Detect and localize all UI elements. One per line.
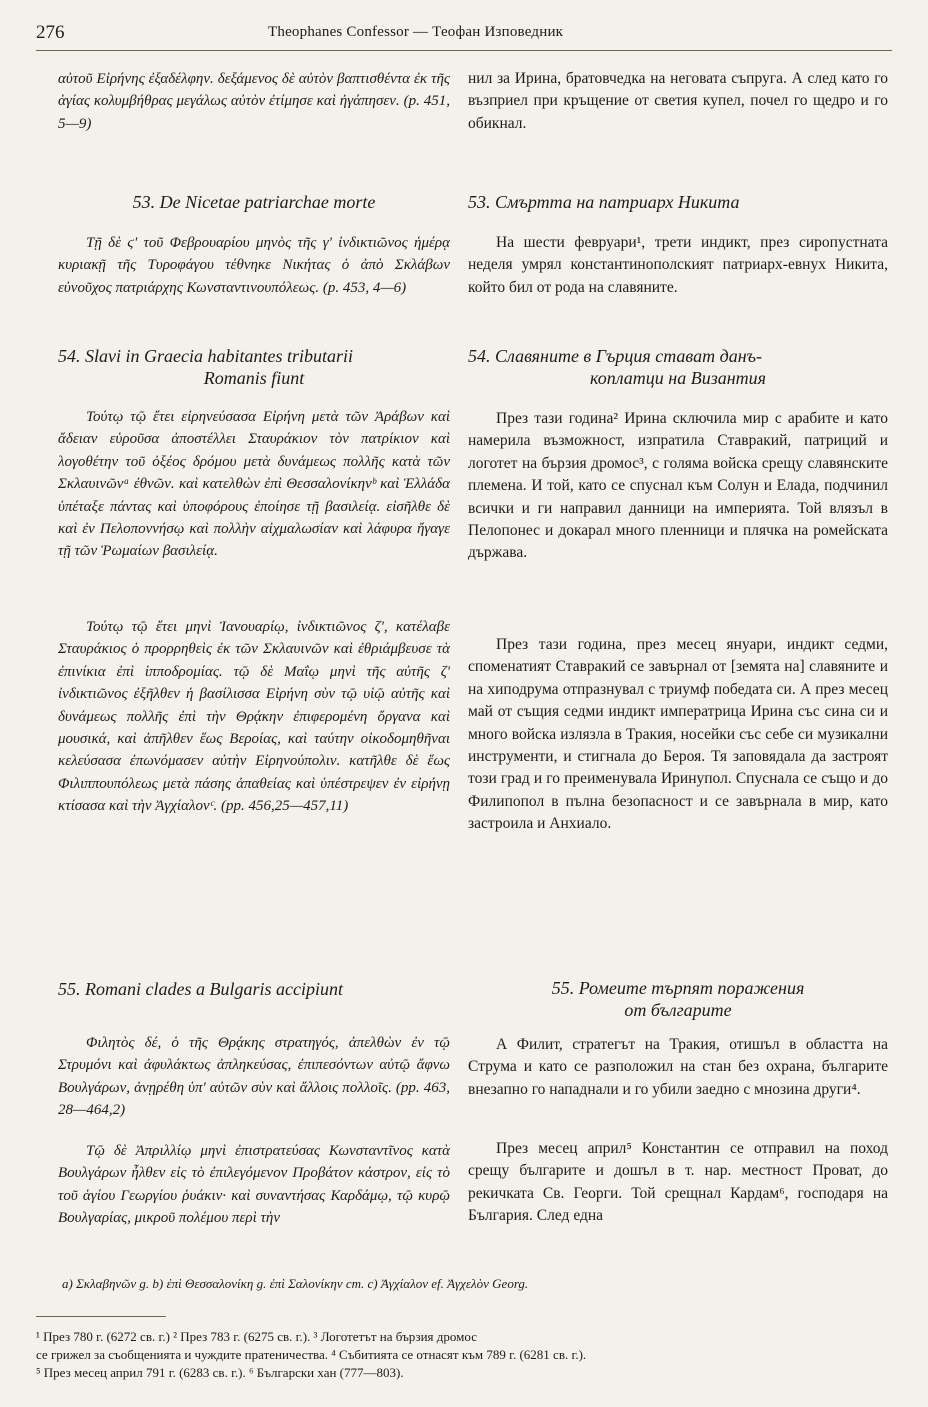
bulgarian-paragraph: А Филит, стратегът на Тракия, отишъл в областта на Струма и като се разположил на стан без охрана, българите внезапно го нападнали и го убили заедно с мнозина други⁴.	[468, 1036, 888, 1098]
bulgarian-paragraph: нил за Ирина, братовчедка на неговата съпруга. А след като го възприел при кръщение от светия купел, почел го щедро и го обикнал.	[468, 70, 888, 132]
section-heading-line2: коплатци на Византия	[589, 368, 767, 388]
bulgarian-block-0	[468, 68, 888, 168]
greek-block-0	[58, 68, 450, 156]
heading-54-latin	[58, 345, 450, 395]
footnote-rule	[36, 1316, 166, 1317]
bulgarian-block-53	[468, 232, 888, 327]
page-number: 276	[36, 22, 65, 43]
section-heading-line1: 55. Ромеите търпят поражения	[551, 978, 805, 998]
greek-block-53	[58, 232, 450, 322]
greek-block-54b	[58, 616, 450, 948]
footnote-line: ¹ През 780 г. (6272 св. г.) ² През 783 г. (6275 св. г.). ³ Логотетът на бързия дромос	[36, 1329, 477, 1344]
greek-paragraph: αὐτοῦ Εἰρήνης ἐξαδέλφην. δεξάμενος δὲ αὐτὸν βαπτισθέντα ἐκ τῆς ἁγίας κολυμβήθρας μεγάλως αὐτὸν ἐτίμησε καὶ ἠγάπησεν. (p. 451, 5—9)	[58, 71, 450, 132]
section-heading-line1: 54. Славяните в Гърция стават данъ-	[468, 346, 762, 366]
bulgarian-block-54b	[468, 634, 888, 956]
greek-block-54a	[58, 406, 450, 616]
critical-apparatus: a) Σκλαβηνῶν g. b) ἐπὶ Θεσσαλονίκη g. ἐπὶ Σαλονίκην cm. c) Ἀγχίαλον ef. Ἀγχελὸν Georg.	[62, 1276, 529, 1291]
bulgarian-paragraph: На шести февруари¹, трети индикт, през сиропустната неделя умрял константинополският патриарх-евнух Никита, който бил от рода на славяните.	[468, 234, 888, 296]
greek-paragraph: Τούτῳ τῷ ἔτει εἰρηνεύσασα Εἰρήνη μετὰ τῶν Ἀράβων καὶ ἄδειαν εὑροῦσα ἀποστέλλει Σταυράκιον τὸν πατρίκιον καὶ λογοθέτην τοῦ ὀξέος δρόμου μετὰ δυνάμεως πολλῆς κατὰ τῶν Σκλαυινῶνᵃ ἐθνῶν. καὶ κατελθὼν ἐπὶ Θεσσαλονίκηνᵇ καὶ Ἑλλάδα ὑπέταξε πάντας καὶ ὑποφόρους ἐποίησε τῇ βασιλείᾳ. εἰσῆλθε δὲ καὶ ἐν Πελοποννήσῳ καὶ πολλὴν αἰχμαλωσίαν καὶ λάφυρα ἤγαγε τῇ τῶν Ῥωμαίων βασιλείᾳ.	[58, 409, 450, 560]
section-heading: 53. Смъртта на патриарх Никита	[468, 192, 740, 212]
bulgarian-paragraph: През тази година² Ирина сключила мир с арабите и като намерила възможност, изпратила Ставракий, патриций и логотет на бързия дромос³, с голяма войска срещу славянските племена. И той, като се спуснал към Солун и Елада, подчинил всички и ги направил данници на империята. Той влязъл в Пелопонес и докарал много пленници и плячка на ромейската държава.	[468, 410, 888, 562]
greek-block-55a	[58, 1032, 450, 1137]
bulgarian-block-55b	[468, 1138, 888, 1268]
greek-paragraph: Τῇ δὲ ϛʹ τοῦ Φεβρουαρίου μηνὸς τῆς γʹ ἰνδικτιῶνος ἡμέρᾳ κυριακῇ τῆς Τυροφάγου τέθνηκε Νικήτας ὁ ἀπὸ Σκλάβων εὐνοῦχος πατριάρχης Κωνσταντινουπόλεως. (p. 453, 4—6)	[58, 235, 450, 296]
greek-paragraph: Φιλητὸς δέ, ὁ τῆς Θρᾴκης στρατηγός, ἀπελθὼν ἐν τῷ Στρυμόνι καὶ ἀφυλάκτως ἀπληκεύσας, ἐπιπεσόντων αὐτῷ ἄφνω Βουλγάρων, ἀνῃρέθη ὑπ' αὐτῶν σὺν καὶ ἄλλοις πολλοῖς. (pp. 463, 28—464,2)	[58, 1035, 450, 1119]
running-title: Theophanes Confessor — Теофан Изповедник	[268, 24, 564, 40]
heading-54-bulgarian	[468, 345, 888, 395]
section-heading: 53. De Nicetae patriarchae morte	[132, 192, 376, 212]
greek-paragraph: Τῷ δὲ Ἀπριλλίῳ μηνὶ ἐπιστρατεύσας Κωνσταντῖνος κατὰ Βουλγάρων ἦλθεν εἰς τὸ ἐπιλεγόμενον Προβάτον κάστρον, εἰς τὸ τοῦ ἁγίου Γεωργίου ῥυάκιν· καὶ συναντήσας Καρδάμῳ, τῷ κυρῷ Βουλγαρίας, μικροῦ πολέμου περὶ τὴν	[58, 1143, 450, 1227]
section-heading: 55. Romani clades a Bulgaris accipiunt	[58, 979, 343, 999]
footnote-line: се грижел за съобщенията и чуждите пратеничества. ⁴ Събитията се отнасят към 789 г. (6281 св. г.).	[36, 1347, 587, 1362]
section-heading-line2: Romanis fiunt	[203, 368, 305, 388]
bulgarian-paragraph: През тази година, през месец януари, индикт седми, споменатият Ставракий се завърнал от [земята на] славяните и на хиподрума отпразнувал с триумф победата си. А през месец май от същия седми индикт императрица Ирина със сина си и много войска излязла в Тракия, носейки със себе си музикални инструменти, и стигнала до Бероя. Тя заповядала да застроят този град и го преименувала Иринупол. Спуснала се също и до Филипопол в пълна безопасност и се завърнала в мир, като застроила и Анхиало.	[468, 636, 888, 833]
section-heading-line2: от българите	[624, 1000, 732, 1020]
bulgarian-paragraph: През месец април⁵ Константин се отправил на поход срещу българите и дошъл в т. нар. местност Прoват, до рекичката Св. Георги. Той срещнал Кардам⁶, господаря на България. След една	[468, 1140, 888, 1225]
heading-53-latin	[58, 191, 450, 215]
heading-53-bulgarian	[468, 191, 888, 215]
header-rule	[36, 50, 892, 51]
bulgarian-block-54a	[468, 408, 888, 634]
section-heading-line1: 54. Slavi in Graecia habitantes tributarii	[58, 346, 353, 366]
footnote-line: ⁵ През месец април 791 г. (6283 св. г.). ⁶ Български хан (777—803).	[36, 1365, 404, 1380]
heading-55-latin	[58, 978, 450, 1002]
greek-block-55b	[58, 1140, 450, 1268]
bulgarian-block-55a	[468, 1034, 888, 1134]
heading-55-bulgarian	[468, 977, 888, 1025]
greek-paragraph: Τούτῳ τῷ ἔτει μηνὶ Ἰανουαρίῳ, ἰνδικτιῶνος ζʹ, κατέλαβε Σταυράκιος ὁ προρρηθεὶς ἐκ τῶν Σκλαυινῶν καὶ ἐθριάμβευσε τὰ ἐπινίκια ἐπὶ ἱπποδρομίας. τῷ δὲ Μαΐῳ μηνὶ τῆς αὐτῆς ζʹ ἰνδικτιῶνος ἐξῆλθεν ἡ βασίλισσα Εἰρήνη σὺν τῷ υἱῷ αὐτῆς καὶ δυνάμεως πολλῆς ἐπὶ τὴν Θρᾴκην ἐπιφερομένη ὄργανα καὶ μουσικά, καὶ ἀπῆλθεν ἕως Βεροίας, καὶ ταύτην οἰκοδομηθῆναι κελεύσασα ἐπωνόμασεν αὐτὴν Εἰρηνούπολιν. κατῆλθε δὲ ἕως Φιλιππουπόλεως μετὰ πάσης ἀπαθείας καὶ ὑπέστρεψεν ἐν εἰρήνῃ κτίσασα καὶ τὴν Ἀγχίαλονᶜ. (pp. 456,25—457,11)	[58, 619, 450, 815]
